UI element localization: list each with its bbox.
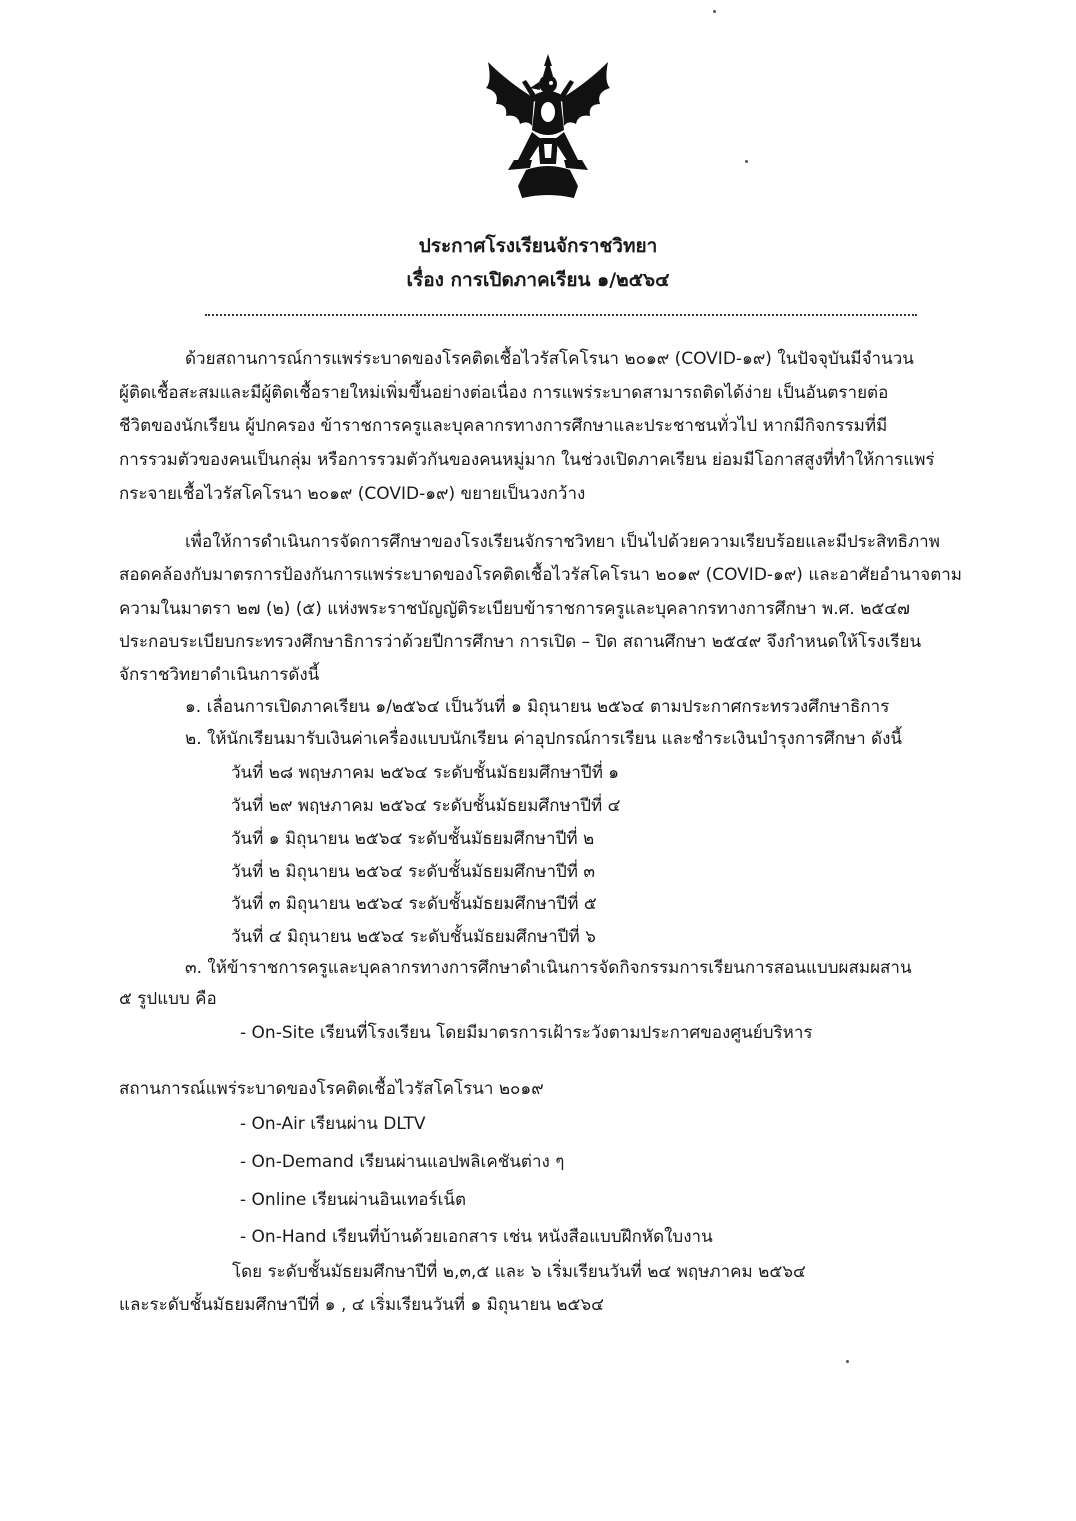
scan-speck bbox=[745, 160, 748, 163]
mode-item: - On-Demand เรียนผ่านแอปพลิเคชันต่าง ๆ bbox=[240, 1152, 565, 1172]
announcement-subject: เรื่อง การเปิดภาคเรียน ๑/๒๕๖๔ bbox=[406, 269, 670, 291]
mode-onsite-cont: สถานการณ์แพร่ระบาดของโรคติดเชื้อไวรัสโคโรนา ๒๐๑๙ bbox=[119, 1079, 544, 1099]
paragraph-1-line: ด้วยสถานการณ์การแพร่ระบาดของโรคติดเชื้อไวรัสโคโรนา ๒๐๑๙ (COVID-๑๙) ในปัจจุบันมีจำนวน bbox=[185, 349, 914, 369]
garuda-emblem-icon bbox=[478, 52, 618, 202]
mode-item: - On-Air เรียนผ่าน DLTV bbox=[240, 1114, 426, 1134]
schedule-row: วันที่ ๓ มิถุนายน ๒๕๖๔ ระดับชั้นมัธยมศึกษาปีที่ ๕ bbox=[231, 894, 597, 914]
mode-item: - Online เรียนผ่านอินเทอร์เน็ต bbox=[240, 1190, 467, 1210]
schedule-row: วันที่ ๔ มิถุนายน ๒๕๖๔ ระดับชั้นมัธยมศึกษาปีที่ ๖ bbox=[231, 927, 596, 947]
schedule-row: วันที่ ๑ มิถุนายน ๒๕๖๔ ระดับชั้นมัธยมศึกษาปีที่ ๒ bbox=[231, 829, 595, 849]
item-2: ๒. ให้นักเรียนมารับเงินค่าเครื่องแบบนักเรียน ค่าอุปกรณ์การเรียน และชำระเงินบำรุงการศึกษา ดังนี้ bbox=[185, 729, 903, 749]
paragraph-2-line: ประกอบระเบียบกระทรวงศึกษาธิการว่าด้วยปีการศึกษา การเปิด – ปิด สถานศึกษา ๒๕๔๙ จึงกำหนดให้โรงเรียน bbox=[119, 632, 922, 652]
schedule-row: วันที่ ๒ มิถุนายน ๒๕๖๔ ระดับชั้นมัธยมศึกษาปีที่ ๓ bbox=[231, 862, 596, 882]
item-3: ๓. ให้ข้าราชการครูและบุคลากรทางการศึกษาดำเนินการจัดกิจกรรมการเรียนการสอนแบบผสมผสาน bbox=[185, 958, 912, 978]
mode-item: - On-Hand เรียนที่บ้านด้วยเอกสาร เช่น หนังสือแบบฝึกหัดใบงาน bbox=[240, 1227, 713, 1247]
item-3-cont: ๕ รูปแบบ คือ bbox=[119, 989, 217, 1009]
paragraph-2-line: จักราชวิทยาดำเนินการดังนี้ bbox=[119, 665, 320, 685]
mode-onsite: - On-Site เรียนที่โรงเรียน โดยมีมาตรการเฝ้าระวังตามประกาศของศูนย์บริหาร bbox=[240, 1023, 813, 1043]
paragraph-1-line: ชีวิตของนักเรียน ผู้ปกครอง ข้าราชการครูและบุคลากรทางการศึกษาและประชาชนทั่วไป หากมีกิจกรรมที่มี bbox=[119, 416, 888, 436]
schedule-row: วันที่ ๒๙ พฤษภาคม ๒๕๖๔ ระดับชั้นมัธยมศึกษาปีที่ ๔ bbox=[231, 796, 621, 816]
closing-line: โดย ระดับชั้นมัธยมศึกษาปีที่ ๒,๓,๕ และ ๖ เริ่มเรียนวันที่ ๒๔ พฤษภาคม ๒๕๖๔ bbox=[232, 1262, 806, 1282]
paragraph-2-line: สอดคล้องกับมาตรการป้องกันการแพร่ระบาดของโรคติดเชื้อไวรัสโคโรนา ๒๐๑๙ (COVID-๑๙) และอาศัยอำนาจตาม bbox=[119, 565, 963, 585]
dotted-divider bbox=[205, 314, 917, 316]
paragraph-1-line: การรวมตัวของคนเป็นกลุ่ม หรือการรวมตัวกันของคนหมู่มาก ในช่วงเปิดภาคเรียน ย่อมมีโอกาสสูงที่ทำให้การแพร่ bbox=[119, 450, 935, 470]
paragraph-1-line: ผู้ติดเชื้อสะสมและมีผู้ติดเชื้อรายใหม่เพิ่มขึ้นอย่างต่อเนื่อง การแพร่ระบาดสามารถติดได้ง่าย เป็นอันตรายต่อ bbox=[119, 383, 889, 403]
closing-line: และระดับชั้นมัธยมศึกษาปีที่ ๑ , ๔ เริ่มเรียนวันที่ ๑ มิถุนายน ๒๕๖๔ bbox=[119, 1295, 605, 1315]
item-1: ๑. เลื่อนการเปิดภาคเรียน ๑/๒๕๖๔ เป็นวันที่ ๑ มิถุนายน ๒๕๖๔ ตามประกาศกระทรวงศึกษาธิการ bbox=[185, 697, 890, 717]
scan-speck bbox=[713, 10, 716, 13]
schedule-row: วันที่ ๒๘ พฤษภาคม ๒๕๖๔ ระดับชั้นมัธยมศึกษาปีที่ ๑ bbox=[231, 763, 620, 783]
paragraph-1-line: กระจายเชื้อไวรัสโคโรนา ๒๐๑๙ (COVID-๑๙) ขยายเป็นวงกว้าง bbox=[119, 484, 586, 504]
paragraph-2-line: ความในมาตรา ๒๗ (๒) (๕) แห่งพระราชบัญญัติระเบียบข้าราชการครูและบุคลากรทางการศึกษา พ.ศ. ๒๕๔๗ bbox=[119, 599, 910, 619]
announcement-title: ประกาศโรงเรียนจักราชวิทยา bbox=[418, 235, 658, 257]
scan-speck bbox=[846, 1360, 849, 1363]
paragraph-2-line: เพื่อให้การดำเนินการจัดการศึกษาของโรงเรียนจักราชวิทยา เป็นไปด้วยความเรียบร้อยและมีประสิทธิภาพ bbox=[185, 532, 940, 552]
